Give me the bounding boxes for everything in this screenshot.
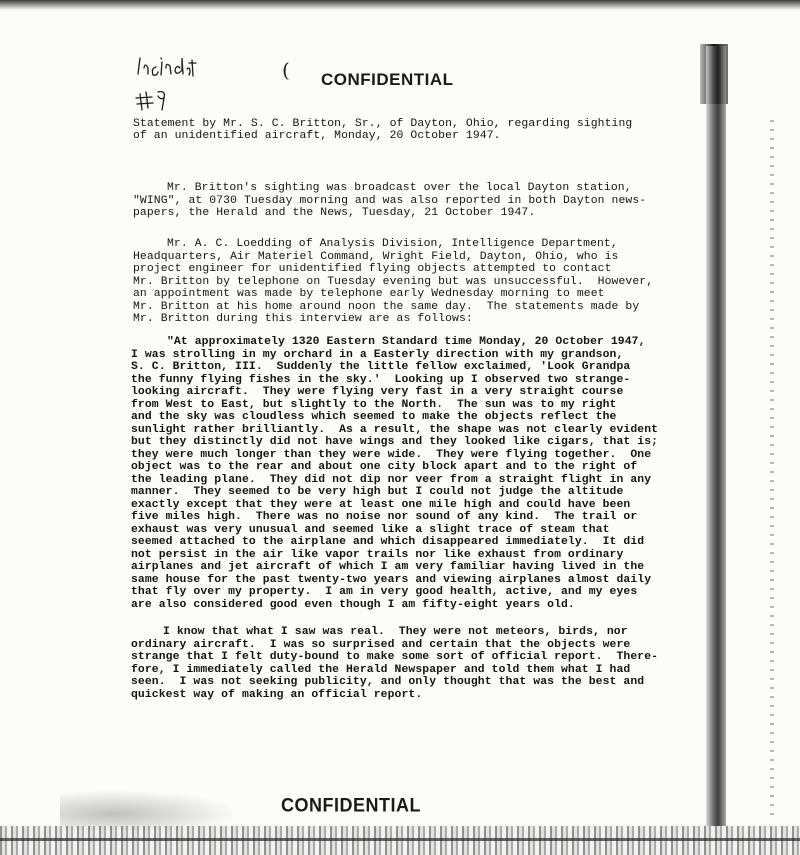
- paragraph-3-line: are also considered good even though I am fifty-eight years old.: [131, 598, 575, 611]
- paragraph-3-line: exhaust was very unusual and seemed like a slight trace of steam that: [131, 523, 610, 536]
- paragraph-3-line: same house for the past twenty-two years and viewing airplanes almost daily: [131, 573, 652, 586]
- paragraph-3-line: not persist in the air like vapor trails nor like exhaust from ordinary: [131, 548, 624, 561]
- paragraph-3-line: the leading plane. They did not dip nor veer from a straight flight in any: [131, 473, 652, 486]
- paragraph-1-line: papers, the Herald and the News, Tuesday, 21 October 1947.: [133, 207, 536, 219]
- paragraph-4-line: seen. I was not seeking publicity, and only thought that was the best and: [131, 676, 645, 688]
- paragraph-4-line: quickest way of making an official report.: [131, 688, 423, 701]
- statement-title-line: Statement by Mr. S. C. Britton, Sr., of Dayton, Ohio, regarding sighting: [133, 118, 633, 130]
- paragraph-3-line: "At approximately 1320 Eastern Standard time Monday, 20 October 1947,: [167, 336, 646, 348]
- paragraph-1-line: Mr. Britton's sighting was broadcast over the local Dayton station,: [167, 182, 632, 194]
- scan-bottom-line: [0, 838, 800, 841]
- paragraph-4-line: strange that I felt duty-bound to make some sort of official report. There-: [131, 651, 659, 663]
- paragraph-2-line: Headquarters, Air Materiel Command, Wright Field, Dayton, Ohio, who is: [133, 250, 619, 263]
- paragraph-3-line: but they distinctly did not have wings and they looked like cigars, that is;: [131, 436, 659, 448]
- paragraph-3-line: that fly over my property. I am in very good health, active, and my eyes: [131, 586, 638, 598]
- paragraph-4-line: fore, I immediately called the Herald Newspaper and told them what I had: [131, 663, 631, 676]
- paragraph-3-line: five miles high. There was no noise nor sound of any kind. The trail or: [131, 511, 638, 523]
- confidential-stamp-bottom: CONFIDENTIAL: [281, 793, 421, 816]
- paragraph-3-line: looking aircraft. They were flying very fast in a very straight course: [131, 386, 624, 398]
- stamp-bracket-mark: (: [282, 58, 290, 82]
- paragraph-3-line: and the sky was cloudless which seemed to make the objects reflect the: [131, 411, 617, 423]
- handwritten-note: [130, 48, 220, 118]
- paragraph-2-line: Mr. Britton by telephone on Tuesday evening but was unsuccessful. However,: [133, 275, 654, 288]
- paragraph-3-line: manner. They seemed to be very high but I could not judge the altitude: [131, 486, 624, 498]
- paragraph-4-line: I know that what I saw was real. They were not meteors, birds, nor: [163, 626, 628, 638]
- paragraph-3-line: object was to the rear and about one city block apart and to the right of: [131, 461, 638, 473]
- scan-binding-shadow: [706, 46, 726, 826]
- paragraph-3-line: from West to East, but slightly to the North. The sun was to my right: [131, 398, 617, 411]
- paragraph-3-line: I was strolling in my orchard in a Easterly direction with my grandson,: [131, 348, 624, 361]
- paragraph-2-line: an appointment was made by telephone early Wednesday morning to meet: [133, 288, 605, 300]
- scan-smudge: [60, 790, 240, 830]
- paragraph-4-line: ordinary aircraft. I was so surprised and certain that the objects were: [131, 638, 631, 651]
- paragraph-2-line: project engineer for unidentified flying objects attempted to contact: [133, 263, 612, 275]
- paragraph-3-line: they were much longer than they were wide. They were flying together. One: [131, 448, 652, 461]
- paragraph-3-line: seemed attached to the airplane and which disappeared immediately. It did: [131, 536, 645, 548]
- paragraph-2-line: Mr. Britton at his home around noon the same day. The statements made by: [133, 300, 640, 313]
- confidential-stamp-top: CONFIDENTIAL: [321, 70, 454, 89]
- scan-top-edge: [0, 0, 800, 10]
- paragraph-3-line: S. C. Britton, III. Suddenly the little fellow exclaimed, 'Look Grandpa: [131, 361, 631, 373]
- scan-dot-artifacts: [770, 120, 774, 820]
- paragraph-3-line: exactly except that they were at least one mile high and could have been: [131, 498, 631, 511]
- paragraph-2-line: Mr. Britton during this interview are as follows:: [133, 313, 473, 325]
- handwritten-note-image: [130, 48, 220, 118]
- statement-title-line: of an unidentified aircraft, Monday, 20 October 1947.: [133, 130, 501, 142]
- paragraph-3-line: the funny flying fishes in the sky.' Looking up I observed two strange-: [131, 373, 631, 386]
- paragraph-1-line: "WING", at 0730 Tuesday morning and was also reported in both Dayton news-: [133, 194, 647, 207]
- paragraph-3-line: airplanes and jet aircraft of which I am very familiar having lived in the: [131, 561, 645, 573]
- paragraph-2-line: Mr. A. C. Loedding of Analysis Division, Intelligence Department,: [167, 238, 618, 250]
- paragraph-3-line: sunlight rather brilliantly. As a result, the shape was not clearly evident: [131, 423, 659, 436]
